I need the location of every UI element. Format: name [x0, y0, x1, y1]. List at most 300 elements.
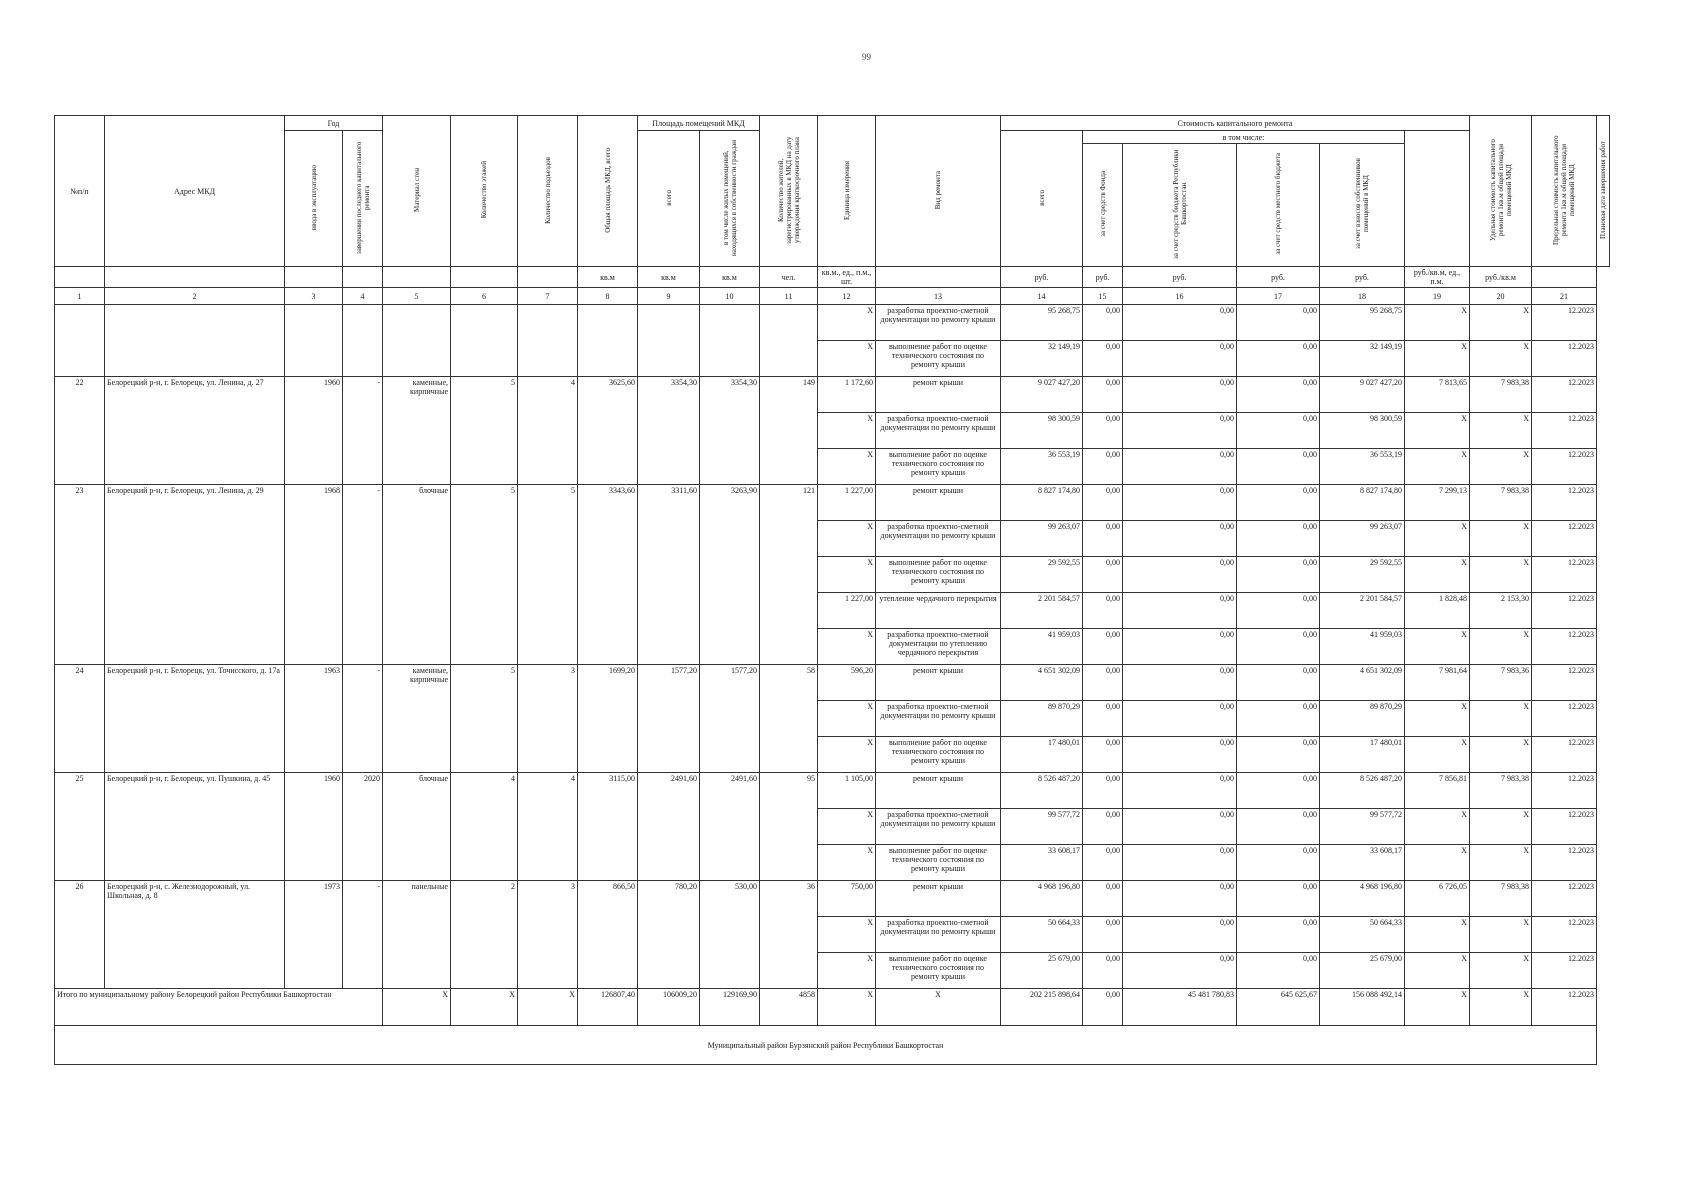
total-cost-rb: 45 481 780,83	[1123, 989, 1237, 1026]
total-limit-cost: X	[1470, 989, 1532, 1026]
total-area: 1699,20	[578, 665, 638, 773]
total-residential-area: 129169,90	[700, 989, 760, 1026]
specific-cost: 1 828,48	[1405, 593, 1470, 629]
unit-cell: чел.	[760, 267, 818, 288]
row-number	[55, 305, 105, 377]
total-area: 866,50	[578, 881, 638, 989]
total-repair-type: X	[876, 989, 1001, 1026]
unit-cell	[451, 267, 518, 288]
cost-rb: 0,00	[1123, 305, 1237, 341]
repair-type: выполнение работ по оценке технического состояния по ремонту крыши	[876, 449, 1001, 485]
residential-area: 1577,20	[700, 665, 760, 773]
limit-cost: 7 983,38	[1470, 377, 1532, 413]
limit-cost: X	[1470, 845, 1532, 881]
section-row	[55, 1026, 1610, 1065]
cost-fund: 0,00	[1083, 593, 1123, 629]
cost-rb: 0,00	[1123, 449, 1237, 485]
column-index-cell: 11	[760, 288, 818, 305]
cost-rb: 0,00	[1123, 413, 1237, 449]
plan-date: 12.2023	[1532, 845, 1597, 881]
wall-material: панельные	[383, 881, 451, 989]
cost-owners: 89 870,29	[1320, 701, 1405, 737]
total-label: Итого по муниципальному району Белорецкий район Республики Башкортостан	[55, 989, 383, 1026]
house-address: Белорецкий р-н, с. Железнодорожный, ул. Школьная, д. 8	[105, 881, 285, 989]
year-commission: 1960	[285, 773, 343, 881]
house-address: Белорецкий р-н, г. Белорецк, ул. Ленина, д. 29	[105, 485, 285, 665]
cost-rb: 0,00	[1123, 629, 1237, 665]
section-heading: Муниципальный район Бурзянский район Республики Башкортостан	[55, 1026, 1597, 1065]
cost-total: 36 553,19	[1001, 449, 1083, 485]
entrances-count: 3	[518, 881, 578, 989]
column-index-cell: 15	[1083, 288, 1123, 305]
header-unit: Единица измерения	[818, 116, 876, 267]
entrances-count: 4	[518, 773, 578, 881]
cost-local: 0,00	[1237, 413, 1320, 449]
unit-cell: кв.м	[638, 267, 700, 288]
total-entrances: X	[518, 989, 578, 1026]
specific-cost: X	[1405, 629, 1470, 665]
wall-material: блочные	[383, 773, 451, 881]
work-volume: X	[818, 557, 876, 593]
total-cost-local: 645 625,67	[1237, 989, 1320, 1026]
unit-cell: руб.	[1001, 267, 1083, 288]
header-num: №п/п	[55, 116, 105, 267]
column-index-cell: 3	[285, 288, 343, 305]
specific-cost: X	[1405, 917, 1470, 953]
residents-count: 121	[760, 485, 818, 665]
limit-cost: 7 983,36	[1470, 665, 1532, 701]
header-year-commission: ввода в эксплуатацию	[285, 131, 343, 267]
specific-cost: 6 726,05	[1405, 881, 1470, 917]
cost-rb: 0,00	[1123, 881, 1237, 917]
house-address: Белорецкий р-н, г. Белорецк, ул. Ленина, д. 27	[105, 377, 285, 485]
repair-type: разработка проектно-сметной документации по ремонту крыши	[876, 305, 1001, 341]
repair-type: ремонт крыши	[876, 377, 1001, 413]
column-index-cell: 20	[1470, 288, 1532, 305]
repair-type: разработка проектно-сметной документации по ремонту крыши	[876, 413, 1001, 449]
year-last-repair	[343, 305, 383, 377]
total-residents: 4858	[760, 989, 818, 1026]
limit-cost: 7 983,38	[1470, 773, 1532, 809]
year-last-repair: -	[343, 377, 383, 485]
year-last-repair: -	[343, 485, 383, 665]
house-address: Белорецкий р-н, г. Белорецк, ул. Точисского, д. 17а	[105, 665, 285, 773]
header-area-residential: в том числе жилых помещений, находящихся в собственности граждан	[700, 131, 760, 267]
year-commission: 1960	[285, 377, 343, 485]
residents-count: 149	[760, 377, 818, 485]
cost-owners: 2 201 584,57	[1320, 593, 1405, 629]
cost-total: 8 827 174,80	[1001, 485, 1083, 521]
premises-area: 780,20	[638, 881, 700, 989]
total-area: 3343,60	[578, 485, 638, 665]
cost-total: 4 651 302,09	[1001, 665, 1083, 701]
cost-local: 0,00	[1237, 629, 1320, 665]
house-address: Белорецкий р-н, г. Белорецк, ул. Пушкина, д. 45	[105, 773, 285, 881]
column-index-cell: 7	[518, 288, 578, 305]
floors-count: 5	[451, 665, 518, 773]
unit-cell	[285, 267, 343, 288]
floors-count: 4	[451, 773, 518, 881]
cost-owners: 36 553,19	[1320, 449, 1405, 485]
cost-local: 0,00	[1237, 449, 1320, 485]
plan-date: 12.2023	[1532, 413, 1597, 449]
cost-owners: 25 679,00	[1320, 953, 1405, 989]
cost-total: 17 480,01	[1001, 737, 1083, 773]
limit-cost: X	[1470, 809, 1532, 845]
row-number: 23	[55, 485, 105, 665]
cost-local: 0,00	[1237, 557, 1320, 593]
cost-local: 0,00	[1237, 485, 1320, 521]
column-index-cell: 8	[578, 288, 638, 305]
cost-rb: 0,00	[1123, 377, 1237, 413]
repair-type: выполнение работ по оценке технического состояния по ремонту крыши	[876, 845, 1001, 881]
repair-type: ремонт крыши	[876, 773, 1001, 809]
year-commission	[285, 305, 343, 377]
cost-owners: 95 268,75	[1320, 305, 1405, 341]
cost-owners: 17 480,01	[1320, 737, 1405, 773]
header-material: Материал стен	[383, 116, 451, 267]
plan-date: 12.2023	[1532, 593, 1597, 629]
cost-fund: 0,00	[1083, 917, 1123, 953]
work-volume: 1 105,00	[818, 773, 876, 809]
work-volume: X	[818, 305, 876, 341]
cost-fund: 0,00	[1083, 377, 1123, 413]
floors-count	[451, 305, 518, 377]
premises-area: 2491,60	[638, 773, 700, 881]
column-index-cell: 19	[1405, 288, 1470, 305]
unit-cell	[383, 267, 451, 288]
plan-date: 12.2023	[1532, 953, 1597, 989]
unit-cell: руб.	[1083, 267, 1123, 288]
repair-type: выполнение работ по оценке технического состояния по ремонту крыши	[876, 953, 1001, 989]
cost-rb: 0,00	[1123, 521, 1237, 557]
header-premises-area: Площадь помещений МКД	[638, 116, 760, 131]
limit-cost: X	[1470, 521, 1532, 557]
work-volume: 596,20	[818, 665, 876, 701]
cost-owners: 4 968 196,80	[1320, 881, 1405, 917]
header-cost-fund: за счет средств Фонда	[1083, 144, 1123, 267]
unit-cell	[876, 267, 1001, 288]
cost-local: 0,00	[1237, 305, 1320, 341]
cost-total: 4 968 196,80	[1001, 881, 1083, 917]
work-volume: X	[818, 953, 876, 989]
column-index-cell: 18	[1320, 288, 1405, 305]
cost-local: 0,00	[1237, 845, 1320, 881]
specific-cost: X	[1405, 449, 1470, 485]
capital-repair-plan-table	[54, 115, 1610, 1065]
repair-type: разработка проектно-сметной документации по ремонту крыши	[876, 917, 1001, 953]
repair-type: разработка проектно-сметной документации по ремонту крыши	[876, 809, 1001, 845]
unit-cell	[518, 267, 578, 288]
unit-cell: руб./кв.м	[1470, 267, 1532, 288]
table-header	[55, 116, 1610, 305]
cost-total: 99 263,07	[1001, 521, 1083, 557]
house-address	[105, 305, 285, 377]
limit-cost: X	[1470, 953, 1532, 989]
limit-cost: X	[1470, 413, 1532, 449]
repair-type: утепление чердачного перекрытия	[876, 593, 1001, 629]
unit-cell	[1532, 267, 1597, 288]
cost-rb: 0,00	[1123, 701, 1237, 737]
unit-cell: руб.	[1123, 267, 1237, 288]
entrances-count	[518, 305, 578, 377]
header-cost: Стоимость капитального ремонта	[1001, 116, 1470, 131]
work-volume: X	[818, 701, 876, 737]
wall-material	[383, 305, 451, 377]
cost-total: 98 300,59	[1001, 413, 1083, 449]
table-row	[55, 773, 1610, 809]
specific-cost: X	[1405, 701, 1470, 737]
residential-area: 530,00	[700, 881, 760, 989]
residential-area: 3263,90	[700, 485, 760, 665]
repair-type: разработка проектно-сметной документации по ремонту крыши	[876, 701, 1001, 737]
plan-date: 12.2023	[1532, 377, 1597, 413]
specific-cost: 7 813,65	[1405, 377, 1470, 413]
header-specific-cost: Удельная стоимость капитального ремонта 1кв.м общей площади помещений МКД	[1470, 116, 1532, 267]
repair-type: выполнение работ по оценке технического состояния по ремонту крыши	[876, 557, 1001, 593]
repair-type: выполнение работ по оценке технического состояния по ремонту крыши	[876, 737, 1001, 773]
cost-local: 0,00	[1237, 881, 1320, 917]
residential-area: 3354,30	[700, 377, 760, 485]
cost-fund: 0,00	[1083, 305, 1123, 341]
total-row	[55, 989, 1610, 1026]
header-entrances: Количество подъездов	[518, 116, 578, 267]
repair-type: ремонт крыши	[876, 665, 1001, 701]
repair-type: разработка проектно-сметной документации по ремонту крыши	[876, 521, 1001, 557]
cost-local: 0,00	[1237, 701, 1320, 737]
cost-total: 9 027 427,20	[1001, 377, 1083, 413]
repair-type: ремонт крыши	[876, 485, 1001, 521]
column-index-cell: 4	[343, 288, 383, 305]
cost-rb: 0,00	[1123, 773, 1237, 809]
work-volume: X	[818, 341, 876, 377]
floors-count: 5	[451, 377, 518, 485]
cost-fund: 0,00	[1083, 773, 1123, 809]
header-cost-rb: за счет средств бюджета Республики Башкортостан	[1123, 144, 1237, 267]
cost-total: 99 577,72	[1001, 809, 1083, 845]
unit-cell	[55, 267, 105, 288]
plan-date: 12.2023	[1532, 557, 1597, 593]
cost-fund: 0,00	[1083, 485, 1123, 521]
cost-rb: 0,00	[1123, 953, 1237, 989]
specific-cost: X	[1405, 521, 1470, 557]
plan-date: 12.2023	[1532, 917, 1597, 953]
cost-owners: 4 651 302,09	[1320, 665, 1405, 701]
repair-type: выполнение работ по оценке технического состояния по ремонту крыши	[876, 341, 1001, 377]
work-volume: X	[818, 809, 876, 845]
work-volume: 1 227,00	[818, 593, 876, 629]
column-index-cell: 13	[876, 288, 1001, 305]
cost-rb: 0,00	[1123, 557, 1237, 593]
cost-rb: 0,00	[1123, 917, 1237, 953]
cost-fund: 0,00	[1083, 629, 1123, 665]
column-index-cell: 5	[383, 288, 451, 305]
premises-area: 1577,20	[638, 665, 700, 773]
unit-cell: руб./кв.м, ед., п.м.	[1405, 267, 1470, 288]
entrances-count: 5	[518, 485, 578, 665]
cost-owners: 32 149,19	[1320, 341, 1405, 377]
wall-material: блочные	[383, 485, 451, 665]
units-row	[55, 267, 1610, 288]
cost-local: 0,00	[1237, 809, 1320, 845]
cost-rb: 0,00	[1123, 593, 1237, 629]
year-last-repair: 2020	[343, 773, 383, 881]
column-index-cell: 2	[105, 288, 285, 305]
total-area	[578, 305, 638, 377]
cost-fund: 0,00	[1083, 449, 1123, 485]
work-volume: X	[818, 629, 876, 665]
specific-cost: 7 299,13	[1405, 485, 1470, 521]
table-row	[55, 377, 1610, 413]
cost-fund: 0,00	[1083, 809, 1123, 845]
specific-cost: X	[1405, 809, 1470, 845]
unit-cell: руб.	[1320, 267, 1405, 288]
column-index-cell: 1	[55, 288, 105, 305]
year-commission: 1968	[285, 485, 343, 665]
cost-total: 50 664,33	[1001, 917, 1083, 953]
plan-date: 12.2023	[1532, 629, 1597, 665]
year-last-repair: -	[343, 881, 383, 989]
unit-cell	[343, 267, 383, 288]
work-volume: X	[818, 521, 876, 557]
cost-fund: 0,00	[1083, 341, 1123, 377]
cost-fund: 0,00	[1083, 665, 1123, 701]
limit-cost: X	[1470, 449, 1532, 485]
cost-total: 29 592,55	[1001, 557, 1083, 593]
wall-material: каменные, кирпичные	[383, 665, 451, 773]
cost-local: 0,00	[1237, 593, 1320, 629]
residents-count	[760, 305, 818, 377]
cost-total: 25 679,00	[1001, 953, 1083, 989]
header-area-all: всего	[638, 131, 700, 267]
total-specific-cost: X	[1405, 989, 1470, 1026]
floors-count: 2	[451, 881, 518, 989]
work-volume: X	[818, 737, 876, 773]
limit-cost: X	[1470, 701, 1532, 737]
work-volume: X	[818, 845, 876, 881]
cost-owners: 99 263,07	[1320, 521, 1405, 557]
cost-local: 0,00	[1237, 341, 1320, 377]
cost-total: 33 608,17	[1001, 845, 1083, 881]
table-row	[55, 881, 1610, 917]
row-number: 26	[55, 881, 105, 989]
cost-total: 8 526 487,20	[1001, 773, 1083, 809]
header-cost-total: всего	[1001, 131, 1083, 267]
limit-cost: 7 983,38	[1470, 881, 1532, 917]
plan-date: 12.2023	[1532, 485, 1597, 521]
header-total-area: Общая площадь МКД, всего	[578, 116, 638, 267]
specific-cost: X	[1405, 953, 1470, 989]
cost-total: 89 870,29	[1001, 701, 1083, 737]
residents-count: 36	[760, 881, 818, 989]
cost-local: 0,00	[1237, 773, 1320, 809]
repair-type: разработка проектно-сметной документации по утеплению чердачного перекрытия	[876, 629, 1001, 665]
cost-owners: 98 300,59	[1320, 413, 1405, 449]
limit-cost: 2 153,30	[1470, 593, 1532, 629]
cost-local: 0,00	[1237, 377, 1320, 413]
index-row	[55, 288, 1610, 305]
header-plan-date: Плановая дата завершения работ	[1597, 116, 1610, 267]
cost-rb: 0,00	[1123, 845, 1237, 881]
work-volume: X	[818, 917, 876, 953]
cost-fund: 0,00	[1083, 737, 1123, 773]
table-row	[55, 485, 1610, 521]
plan-date: 12.2023	[1532, 881, 1597, 917]
cost-owners: 41 959,03	[1320, 629, 1405, 665]
unit-cell: кв.м	[578, 267, 638, 288]
cost-owners: 8 526 487,20	[1320, 773, 1405, 809]
cost-owners: 50 664,33	[1320, 917, 1405, 953]
limit-cost: X	[1470, 917, 1532, 953]
year-commission: 1963	[285, 665, 343, 773]
specific-cost: X	[1405, 737, 1470, 773]
residential-area: 2491,60	[700, 773, 760, 881]
column-index-cell: 17	[1237, 288, 1320, 305]
header-cost-including: в том числе:	[1083, 131, 1405, 144]
column-index-cell: 14	[1001, 288, 1083, 305]
column-index-cell: 10	[700, 288, 760, 305]
cost-rb: 0,00	[1123, 341, 1237, 377]
cost-total: 2 201 584,57	[1001, 593, 1083, 629]
total-area-sum: 126807,40	[578, 989, 638, 1026]
header-address: Адрес МКД	[105, 116, 285, 267]
total-material: X	[383, 989, 451, 1026]
plan-date: 12.2023	[1532, 449, 1597, 485]
header-cost-owners-col: за счет взносов собственников помещений в МКД	[1320, 144, 1405, 267]
plan-date: 12.2023	[1532, 737, 1597, 773]
specific-cost: X	[1405, 557, 1470, 593]
total-cost: 202 215 898,64	[1001, 989, 1083, 1026]
work-volume: 750,00	[818, 881, 876, 917]
row-number: 24	[55, 665, 105, 773]
wall-material: каменные, кирпичные	[383, 377, 451, 485]
specific-cost: X	[1405, 305, 1470, 341]
year-last-repair: -	[343, 665, 383, 773]
limit-cost: X	[1470, 557, 1532, 593]
total-cost-fund: 0,00	[1083, 989, 1123, 1026]
page-number: 99	[862, 52, 871, 62]
unit-cell	[105, 267, 285, 288]
plan-date: 12.2023	[1532, 701, 1597, 737]
specific-cost: 7 856,81	[1405, 773, 1470, 809]
unit-cell: кв.м., ед., п.м., шт.	[818, 267, 876, 288]
entrances-count: 3	[518, 665, 578, 773]
cost-rb: 0,00	[1123, 665, 1237, 701]
cost-fund: 0,00	[1083, 521, 1123, 557]
year-commission: 1973	[285, 881, 343, 989]
specific-cost: X	[1405, 845, 1470, 881]
cost-owners: 9 027 427,20	[1320, 377, 1405, 413]
header-residents: Количество жителей, зарегистрированных в МКД на дату утверждения краткосрочного плана	[760, 116, 818, 267]
column-index-cell: 9	[638, 288, 700, 305]
residents-count: 58	[760, 665, 818, 773]
column-index-cell: 21	[1532, 288, 1597, 305]
cost-rb: 0,00	[1123, 485, 1237, 521]
table-body	[55, 305, 1610, 1065]
cost-rb: 0,00	[1123, 737, 1237, 773]
row-number: 25	[55, 773, 105, 881]
unit-cell: руб.	[1237, 267, 1320, 288]
limit-cost: X	[1470, 629, 1532, 665]
limit-cost: 7 983,38	[1470, 485, 1532, 521]
cost-owners: 99 577,72	[1320, 809, 1405, 845]
cost-local: 0,00	[1237, 737, 1320, 773]
cost-fund: 0,00	[1083, 881, 1123, 917]
plan-date: 12.2023	[1532, 305, 1597, 341]
unit-cell: кв.м	[700, 267, 760, 288]
header-cost-local: за счет средств местного бюджета	[1237, 144, 1320, 267]
plan-date: 12.2023	[1532, 521, 1597, 557]
